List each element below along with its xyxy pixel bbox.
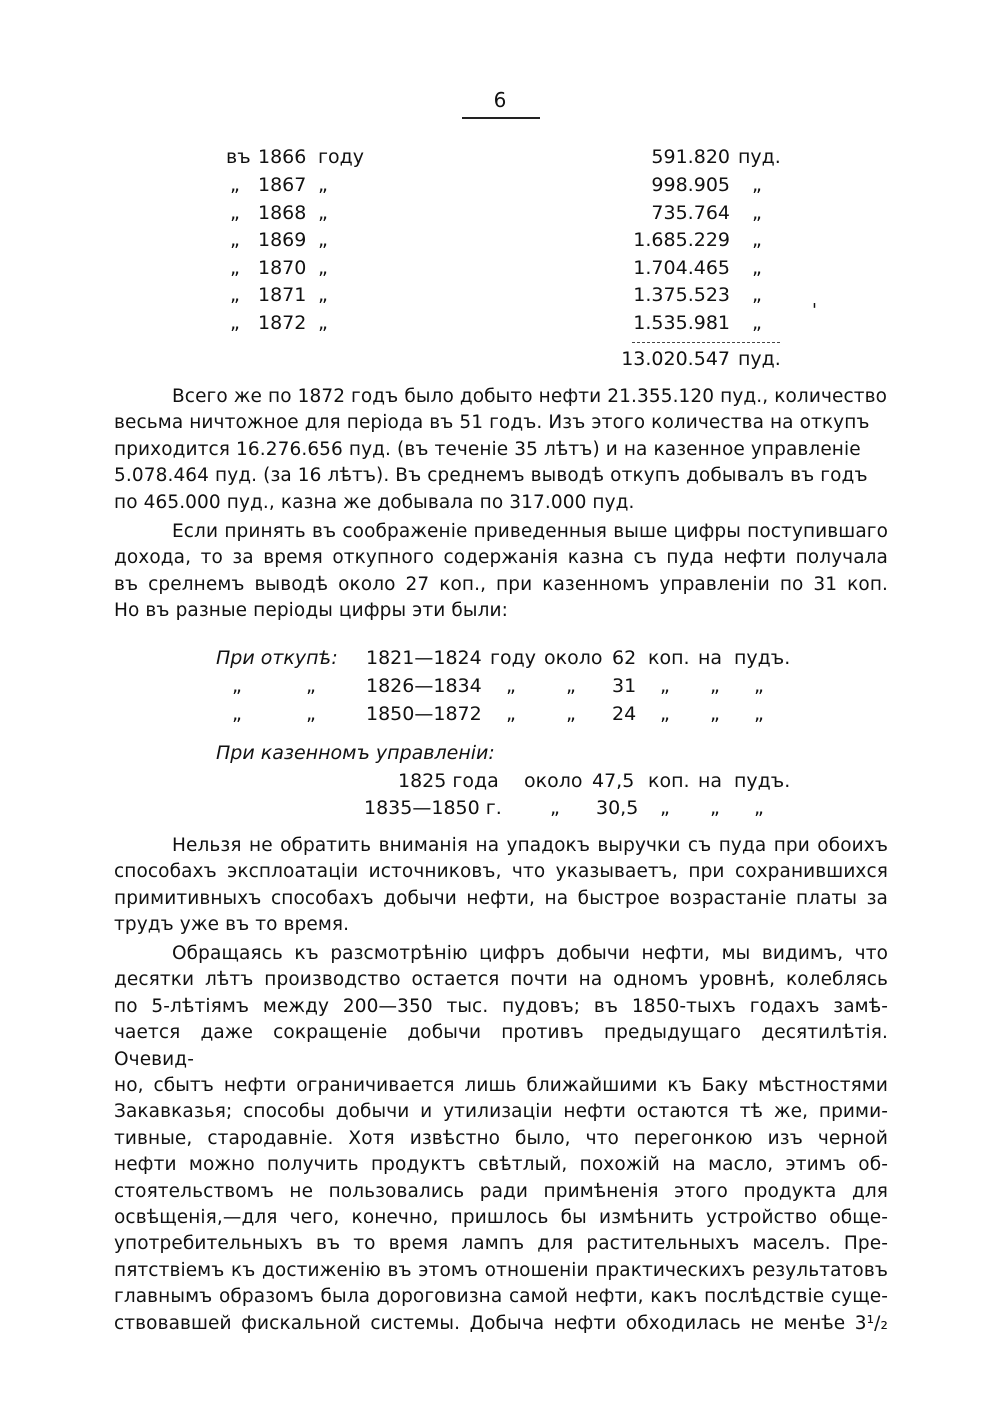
production-row	[0, 284, 1000, 310]
row-year-word: году	[318, 146, 364, 168]
otkup-row	[0, 647, 1000, 673]
word-pud: пудъ.	[734, 770, 791, 792]
page-number-rule	[462, 117, 540, 119]
production-row	[0, 312, 1000, 338]
page-number: 6	[493, 88, 507, 112]
row-value: 735.764	[651, 202, 730, 224]
row-year: 1872	[258, 312, 307, 334]
row-year-word: „	[318, 202, 328, 224]
otkup-row	[0, 675, 1000, 701]
row-year: 1866	[258, 146, 307, 168]
text-line: весьма ничтожное для періода въ 51 годъ. Изъ этого количества на откупъ	[114, 412, 870, 434]
row-unit: „	[752, 257, 762, 279]
kazna-heading-row	[0, 742, 1000, 768]
row-value: 1.704.465	[633, 257, 730, 279]
row-prefix: „	[230, 174, 240, 196]
text-line: освѣщенія,—для чего, конечно, пришлось бы измѣнить устройство обще-	[114, 1207, 888, 1229]
word-year: году	[490, 647, 536, 669]
ditto: „	[232, 703, 242, 725]
row-value: 1.375.523	[633, 284, 730, 306]
row-year: 1871	[258, 284, 307, 306]
row-value: 1.685.229	[633, 229, 730, 251]
row-unit: пуд.	[738, 146, 781, 168]
word-kop: коп.	[648, 770, 690, 792]
stray-mark: '	[812, 300, 817, 321]
sum-rule	[632, 342, 780, 343]
price: 62	[612, 647, 637, 669]
row-year-word: „	[318, 312, 328, 334]
row-unit: „	[752, 229, 762, 251]
text-line: Но въ разные періоды цифры эти были:	[114, 600, 508, 622]
period: 1835—1850 г.	[364, 797, 502, 819]
text-line: стоятельствомъ не пользовались ради примѣненія этого продукта для	[114, 1180, 888, 1202]
ditto: „	[754, 797, 764, 819]
row-prefix: „	[230, 284, 240, 306]
period: 1826—1834	[366, 675, 482, 697]
row-year-word: „	[318, 229, 328, 251]
row-value: 998.905	[651, 174, 730, 196]
text-line: но, сбытъ нефти ограничивается лишь ближайшими къ Баку мѣстностями	[114, 1075, 888, 1097]
production-row	[0, 174, 1000, 200]
price: 31	[612, 675, 637, 697]
text-line: пятствіемъ къ достиженію въ этомъ отношеніи практическихъ результатовъ	[114, 1259, 888, 1281]
text-line: 5.078.464 пуд. (за 16 лѣтъ). Въ среднемъ выводѣ откупъ добывалъ въ годъ	[114, 465, 868, 487]
row-prefix: „	[230, 312, 240, 334]
ditto: „	[566, 703, 576, 725]
ditto: „	[306, 703, 316, 725]
text-line: Обращаясь къ разсмотрѣнію цифръ добычи нефти, мы видимъ, что	[172, 943, 888, 964]
ditto: „	[660, 797, 670, 819]
row-value: 591.820	[651, 146, 730, 168]
production-row	[0, 257, 1000, 283]
text-line: главнымъ образомъ была дороговизна самой нефти, какъ послѣдствіе суще-	[114, 1286, 888, 1308]
period: 1821—1824	[366, 647, 482, 669]
ditto: „	[754, 675, 764, 697]
row-prefix: „	[230, 257, 240, 279]
text-line: Закавказья; способы добычи и утилизаціи нефти остаются тѣ же, прими-	[114, 1101, 888, 1123]
ditto: „	[660, 703, 670, 725]
word-na: на	[698, 770, 723, 792]
text-line: трудъ уже въ то время.	[114, 914, 350, 936]
price: 30,5	[596, 797, 639, 819]
text-line: примитивныхъ способахъ добычи нефти, на быстрое возрастаніе платы за	[114, 887, 888, 909]
row-value: 1.535.981	[633, 312, 730, 334]
production-total-row	[0, 348, 1000, 374]
otkup-heading: При откупѣ:	[216, 647, 338, 669]
paragraph-total-output	[114, 384, 888, 516]
row-unit: „	[752, 202, 762, 224]
ditto: „	[506, 675, 516, 697]
total-unit: пуд.	[738, 348, 781, 370]
text-line: чается даже сокращеніе добычи противъ предыдущаго десятилѣтія. Очевид-	[114, 1022, 888, 1070]
period: 1825 года	[398, 770, 499, 792]
paragraph-production-level	[114, 941, 888, 1337]
kazna-heading: При казенномъ управленіи:	[216, 742, 495, 764]
row-year: 1870	[258, 257, 307, 279]
row-year: 1869	[258, 229, 307, 251]
row-prefix: „	[230, 229, 240, 251]
text-line: тивные, стародавніе. Хотя извѣстно было, что перегонкою изъ черной	[114, 1127, 888, 1149]
ditto: „	[710, 675, 720, 697]
text-line: дохода, то за время откупного содержанія казна съ пуда нефти получала	[114, 547, 888, 569]
row-year-word: „	[318, 284, 328, 306]
text-line: по 465.000 пуд., казна же добывала по 317.000 пуд.	[114, 491, 635, 513]
ditto: „	[710, 797, 720, 819]
text-line: Всего же по 1872 годъ было добыто нефти 21.355.120 пуд., количество	[172, 386, 888, 407]
total-value: 13.020.547	[621, 348, 730, 370]
word-na: на	[698, 647, 723, 669]
text-line: способахъ эксплоатаціи источниковъ, что указываетъ, при сохранившихся	[114, 861, 888, 883]
ditto: „	[506, 703, 516, 725]
row-prefix: „	[230, 202, 240, 224]
text-line: Нельзя не обратить вниманія на упадокъ выручки съ пуда при обоихъ	[172, 835, 888, 856]
row-prefix: въ	[226, 146, 251, 168]
price: 24	[612, 703, 637, 725]
ditto: „	[566, 675, 576, 697]
kazna-row	[0, 770, 1000, 796]
ditto: „	[754, 703, 764, 725]
row-year-word: „	[318, 174, 328, 196]
text-line: Если принять въ соображеніе приведенныя выше цифры поступившаго	[172, 521, 888, 542]
paragraph-income	[114, 519, 888, 625]
word-about: около	[544, 647, 603, 669]
row-unit: „	[752, 174, 762, 196]
text-line: нефти можно получить продуктъ свѣтлый, похожій на масло, этимъ об-	[114, 1154, 888, 1176]
row-year: 1867	[258, 174, 307, 196]
text-line: ствовавшей фискальной системы. Добыча нефти обходилась не менѣе 3¹/₂	[114, 1312, 888, 1334]
ditto: „	[550, 797, 560, 819]
word-about: около	[524, 770, 583, 792]
production-row	[0, 202, 1000, 228]
row-year-word: „	[318, 257, 328, 279]
ditto: „	[710, 703, 720, 725]
text-line: приходится 16.276.656 пуд. (въ теченіе 35 лѣтъ) и на казенное управленіе	[114, 438, 861, 460]
ditto: „	[660, 675, 670, 697]
production-row	[0, 146, 1000, 172]
row-unit: „	[752, 312, 762, 334]
word-kop: коп.	[648, 647, 690, 669]
text-line: употребительныхъ въ то время лампъ для растительныхъ маселъ. Пре-	[114, 1233, 888, 1255]
price: 47,5	[592, 770, 635, 792]
period: 1850—1872	[366, 703, 482, 725]
text-line: по 5-лѣтіямъ между 200—350 тыс. пудовъ; въ 1850-тыхъ годахъ замѣ-	[114, 995, 888, 1017]
kazna-row	[0, 797, 1000, 823]
paragraph-decline	[114, 833, 888, 939]
word-pud: пудъ.	[734, 647, 791, 669]
production-row	[0, 229, 1000, 255]
text-line: въ срелнемъ выводѣ около 27 коп., при казенномъ управленіи по 31 коп.	[114, 573, 888, 595]
row-year: 1868	[258, 202, 307, 224]
otkup-row	[0, 703, 1000, 729]
text-line: десятки лѣтъ производство остается почти на одномъ уровнѣ, колеблясь	[114, 969, 888, 991]
ditto: „	[232, 675, 242, 697]
ditto: „	[306, 675, 316, 697]
row-unit: „	[752, 284, 762, 306]
